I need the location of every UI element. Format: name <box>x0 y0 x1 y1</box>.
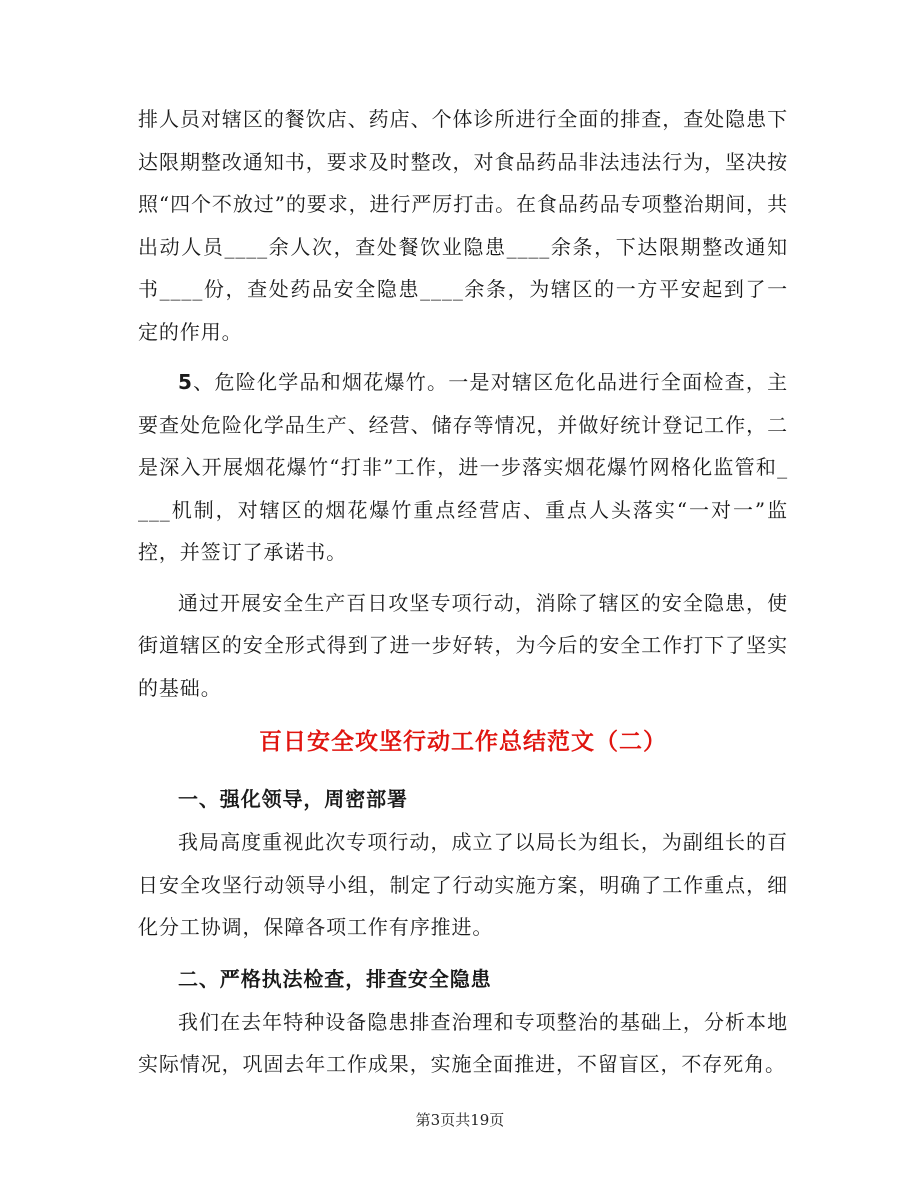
page-number: 第3页共19页 <box>415 1111 505 1129</box>
paragraph-hazardous-chemicals <box>138 361 788 574</box>
paragraph-conclusion: 通过开展安全生产百日攻坚专项行动，消除了辖区的安全隐患，使街道辖区的安全形式得到了进一步好转，为今后的安全工作打下了坚实的基础。 <box>138 590 788 700</box>
sub-heading-leadership: 一、强化领导，周密部署 <box>178 787 408 811</box>
document-body <box>138 98 788 1086</box>
paragraph-inspection: 我们在去年特种设备隐患排查治理和专项整治的基础上，分析本地实际情况，巩固去年工作成果，实施全面推进，不留盲区，不存死角。 <box>138 1009 788 1076</box>
sub-heading-inspection: 二、严格执法检查，排查安全隐患 <box>178 966 492 991</box>
paragraph-leadership: 我局高度重视此次专项行动，成立了以局长为组长，为副组长的百日安全攻坚行动领导小组，制定了行动实施方案，明确了工作重点，细化分工协调，保障各项工作有序推进。 <box>138 830 788 939</box>
paragraph-hazardous-chemicals-text: 、危险化学品和烟花爆竹。一是对辖区危化品进行全面检查，主要查处危险化学品生产、经营、储存等情况，并做好统计登记工作，二是深入开展烟花爆竹“打非”工作，进一步落实烟花爆竹网格化监管和____机制，对辖区的烟花爆竹重点经营店、重点人头落实“一对一”监控，并签订了承诺书。 <box>138 370 788 564</box>
item-number: 5 <box>178 370 193 394</box>
section-title: 百日安全攻坚行动工作总结范文（二） <box>259 728 667 755</box>
paragraph-food-drug: 排人员对辖区的餐饮店、药店、个体诊所进行全面的排查，查处隐患下达限期整改通知书，要求及时整改，对食品药品非法违法行为，坚决按照“四个不放过”的要求，进行严厉打击。在食品药品专项整治期间，共出动人员____余人次，查处餐饮业隐患____余条，下达限期整改通知书____份，查处药品安全隐患____余条，为辖区的一方平安起到了一定的作用。 <box>138 107 788 344</box>
